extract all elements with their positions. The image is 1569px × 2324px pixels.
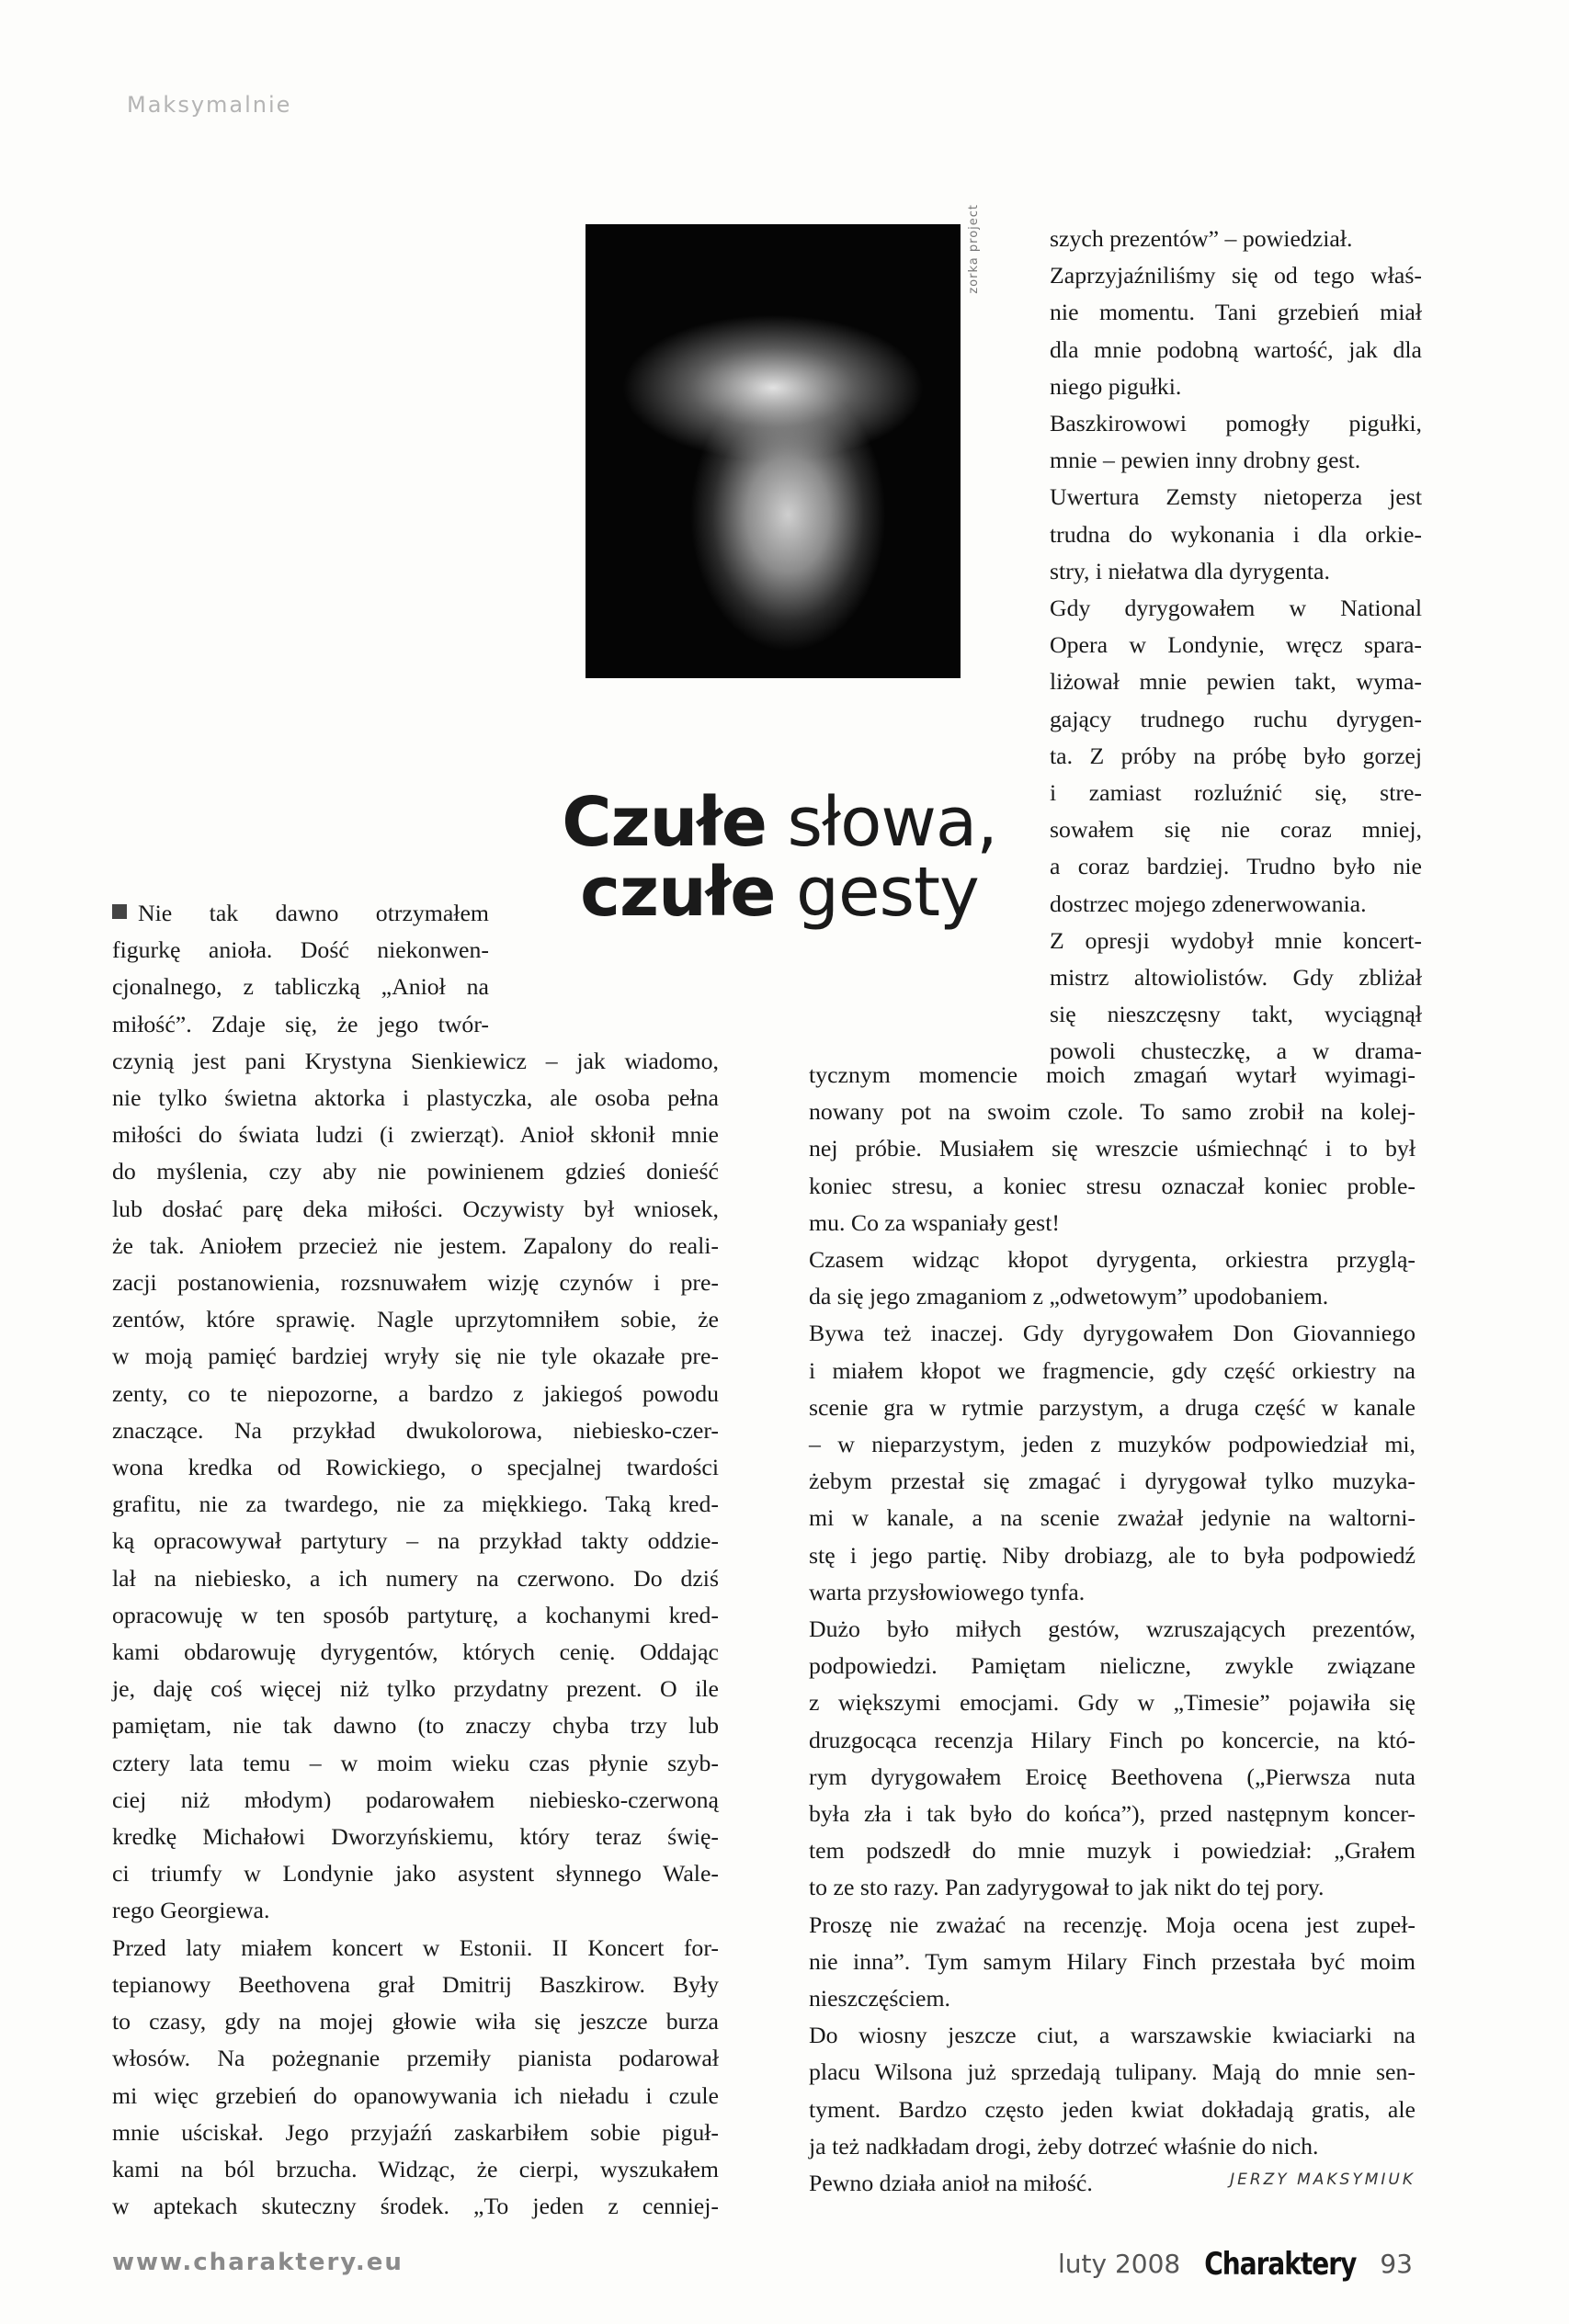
footer-info bbox=[1057, 2245, 1413, 2283]
text-line: Baszkirowowi pomogły pigułki, bbox=[1050, 410, 1422, 437]
text-line: sowałem się nie coraz mniej, bbox=[1050, 816, 1422, 844]
text-line: da się jego zmaganiom z „odwetowym” upodobaniem. bbox=[809, 1283, 1329, 1310]
text-line: żebym przestał się zmagać i dyrygował tylko muzyka- bbox=[809, 1468, 1416, 1495]
text-line: Opera w Londynie, wręcz spara- bbox=[1050, 631, 1422, 659]
text-line: nieszczęściem. bbox=[809, 1985, 950, 2012]
text-line: Przed laty miałem koncert w Estonii. II Koncert for- bbox=[112, 1933, 719, 1961]
text-line: niego pigułki. bbox=[1050, 372, 1182, 400]
text-line: w moją pamięć bardziej wryły się nie tyle okazałe pre- bbox=[112, 1343, 719, 1370]
text-line: nie momentu. Tani grzebień miał bbox=[1050, 299, 1422, 326]
photo-credit: zorka project bbox=[967, 204, 981, 294]
text-line: miłość”. Zdaje się, że jego twór- bbox=[112, 1010, 489, 1037]
text-line: Bywa też inaczej. Gdy dyrygowałem Don Giovanniego bbox=[809, 1320, 1416, 1347]
text-line: ciej niż młodym) podarowałem niebiesko-czerwoną bbox=[112, 1786, 719, 1813]
text-line: cjonalnego, z tabliczką „Anioł na bbox=[112, 973, 489, 1001]
text-line: a coraz bardziej. Trudno było nie bbox=[1050, 853, 1422, 880]
footer-url: www.charaktery.eu bbox=[112, 2249, 404, 2276]
text-line: ci triumfy w Londynie jako asystent słynnego Wale- bbox=[112, 1860, 719, 1888]
text-line: nie tylko świetna aktorka i plastyczka, ale osoba pełna bbox=[112, 1084, 719, 1112]
text-line: opracowuję w ten sposób partyturę, a kochanymi kred- bbox=[112, 1601, 719, 1628]
text-line: zentów, które sprawię. Nagle uprzytomniłem sobie, że bbox=[112, 1306, 719, 1333]
text-line: koniec stresu, a koniec stresu oznaczał koniec proble- bbox=[809, 1172, 1416, 1199]
text-line: nie inna”. Tym samym Hilary Finch przestała być moim bbox=[809, 1947, 1416, 1975]
text-line: pamiętam, nie tak dawno (to znaczy chyba trzy lub bbox=[112, 1712, 719, 1740]
author-signature: JERZY MAKSYMIUK bbox=[1230, 2171, 1416, 2189]
text-line: kami na ból brzucha. Widząc, że cierpi, wyszukałem bbox=[112, 2155, 719, 2182]
text-line: trudna do wykonania i dla orkie- bbox=[1050, 520, 1422, 548]
text-line: cztery lata temu – w moim wieku czas płynie szyb- bbox=[112, 1749, 719, 1776]
text-line: zacji postanowienia, rozsnuwałem wizję czynów i pre- bbox=[112, 1269, 719, 1297]
text-line: gający trudnego ruchu dyrygen- bbox=[1050, 705, 1422, 732]
text-line: je, daję coś więcej niż tylko przydatny prezent. O ile bbox=[112, 1675, 719, 1703]
text-line: Pewno działa anioł na miłość. bbox=[809, 2170, 1093, 2197]
text-line: ja też nadkładam drogi, żeby dotrzeć właśnie do nich. bbox=[809, 2132, 1319, 2160]
text-line: Uwertura Zemsty nietoperza jest bbox=[1050, 483, 1422, 511]
text-line: z większymi emocjami. Gdy w „Timesie” pojawiła się bbox=[809, 1689, 1416, 1717]
text-line: rym dyrygowałem Eroicę Beethovena („Pierwsza nuta bbox=[809, 1763, 1416, 1790]
text-line: to czasy, gdy na mojej głowie wiła się jeszcze burza bbox=[112, 2008, 719, 2035]
text-line: scenie gra w rytmie parzystym, a druga część w kanale bbox=[809, 1393, 1416, 1421]
text-line: się nieszczęsny takt, wyciągnął bbox=[1050, 1001, 1422, 1028]
text-line: Nie tak dawno otrzymałem bbox=[138, 900, 489, 926]
text-line: stry, i niełatwa dla dyrygenta. bbox=[1050, 557, 1330, 584]
paragraph-bullet-icon bbox=[112, 904, 127, 919]
text-line: liżował mnie pewien takt, wyma- bbox=[1050, 668, 1422, 696]
text-line: mnie – pewien inny drobny gest. bbox=[1050, 447, 1361, 474]
text-line: grafitu, nie za twardego, nie za miękkiego. Taką kred- bbox=[112, 1491, 719, 1518]
text-line: czynią jest pani Krystyna Sienkiewicz – jak wiadomo, bbox=[112, 1047, 719, 1074]
magazine-brand: Charaktery bbox=[1204, 2245, 1357, 2283]
text-line: – w nieparzystym, jeden z muzyków podpowiedział mi, bbox=[809, 1431, 1416, 1458]
text-line: placu Wilsona już sprzedają tulipany. Mają do mnie sen- bbox=[809, 2058, 1416, 2086]
text-line: podpowiedzi. Pamiętam nieliczne, zwykle związane bbox=[809, 1652, 1416, 1680]
text-line: figurkę anioła. Dość niekonwen- bbox=[112, 936, 489, 964]
text-line: Proszę nie zważać na recenzję. Moja ocena jest zupeł- bbox=[809, 1910, 1416, 1938]
text-line: lub dosłać parę deka miłości. Oczywisty był wniosek, bbox=[112, 1195, 719, 1222]
text-line: szych prezentów” – powiedział. bbox=[1050, 225, 1353, 252]
text-line: kami obdarowuję dyrygentów, których cenię. Oddając bbox=[112, 1638, 719, 1666]
text-line: ką opracowywał partytury – na przykład takty oddzie- bbox=[112, 1527, 719, 1555]
text-line: rego Georgiewa. bbox=[112, 1897, 270, 1924]
text-line: tepianowy Beethovena grał Dmitrij Baszkirow. Były bbox=[112, 1970, 719, 1998]
page-number: 93 bbox=[1380, 2249, 1413, 2279]
text-line: ta. Z próby na próbę było gorzej bbox=[1050, 742, 1422, 769]
text-line: mi więc grzebień do opanowywania ich nieładu i czule bbox=[112, 2081, 719, 2109]
text-line: dostrzec mojego zdenerwowania. bbox=[1050, 890, 1367, 917]
text-line: i miałem kłopot we fragmencie, gdy część orkiestry na bbox=[809, 1356, 1416, 1384]
text-line: mistrz altowiolistów. Gdy zbliżał bbox=[1050, 964, 1422, 992]
article-column-left bbox=[112, 895, 719, 2225]
issue-date: luty 2008 bbox=[1057, 2249, 1181, 2279]
text-line: Z opresji wydobył mnie koncert- bbox=[1050, 926, 1422, 954]
text-line: powoli chusteczkę, a w drama- bbox=[1050, 1037, 1422, 1065]
text-line: Zaprzyjaźniliśmy się od tego właś- bbox=[1050, 262, 1422, 289]
text-line: mnie uściskał. Jego przyjaźń zaskarbiłem sobie piguł- bbox=[112, 2118, 719, 2146]
headline-word: czułe bbox=[580, 853, 776, 933]
text-line: tycznym momencie moich zmagań wytarł wyimagi- bbox=[809, 1061, 1416, 1088]
text-line: w aptekach skuteczny środek. „To jeden z cenniej- bbox=[112, 2193, 719, 2220]
text-line: Gdy dyrygowałem w National bbox=[1050, 595, 1422, 622]
author-portrait-photo bbox=[586, 224, 961, 678]
text-line: lał na niebiesko, a ich numery na czerwono. Do dziś bbox=[112, 1564, 719, 1592]
text-line: tem podszedł do mnie muzyk i powiedział: „Grałem bbox=[809, 1837, 1416, 1865]
text-line: tyment. Bardzo często jeden kwiat dokładają gratis, ale bbox=[809, 2095, 1416, 2123]
text-line: dla mnie podobną wartość, jak dla bbox=[1050, 335, 1422, 363]
text-line: nej próbie. Musiałem się wreszcie uśmiechnąć i to był bbox=[809, 1135, 1416, 1162]
text-line: nowany pot na swoim czole. To samo zrobił na kolej- bbox=[809, 1098, 1416, 1126]
section-label: Maksymalnie bbox=[127, 92, 292, 118]
text-line: mu. Co za wspaniały gest! bbox=[809, 1208, 1060, 1236]
text-line: włosów. Na pożegnanie przemiły pianista podarował bbox=[112, 2045, 719, 2072]
text-line: że tak. Aniołem przecież nie jestem. Zapalony do reali- bbox=[112, 1231, 719, 1259]
text-line: Do wiosny jeszcze ciut, a warszawskie kwiaciarki na bbox=[809, 2022, 1416, 2049]
text-line: Czasem widząc kłopot dyrygenta, orkiestra przyglą- bbox=[809, 1246, 1416, 1274]
text-line: Dużo było miłych gestów, wzruszających prezentów, bbox=[809, 1615, 1416, 1643]
article-column-right bbox=[1050, 221, 1422, 1071]
text-line: wona kredka od Rowickiego, o specjalnej twardości bbox=[112, 1454, 719, 1481]
article-column-bottom bbox=[809, 1057, 1416, 2202]
text-line: kredkę Michałowi Dworzyńskiemu, który teraz świę- bbox=[112, 1823, 719, 1851]
text-line: warta przysłowiowego tynfa. bbox=[809, 1578, 1086, 1605]
text-line: znaczące. Na przykład dwukolorowa, niebiesko-czer- bbox=[112, 1416, 719, 1444]
text-line: miłości do świata ludzi (i zwierząt). Anioł skłonił mnie bbox=[112, 1121, 719, 1149]
text-line: do myślenia, czy aby nie powinienem gdzieś donieść bbox=[112, 1158, 719, 1185]
text-line: była zła i tak było do końca”), przed następnym koncer- bbox=[809, 1800, 1416, 1828]
text-line: i zamiast rozluźnić się, stre- bbox=[1050, 779, 1422, 807]
text-line: mi w kanale, a na scenie zważał jedynie na waltorni- bbox=[809, 1504, 1416, 1532]
text-line: druzgocąca recenzja Hilary Finch po koncercie, na któ- bbox=[809, 1726, 1416, 1753]
headline-word: gesty bbox=[795, 853, 979, 933]
headline-word: słowa, bbox=[787, 783, 997, 862]
text-line: zenty, co te niepozorne, a bardzo z jakiegoś powodu bbox=[112, 1379, 719, 1407]
text-line: stę i jego partię. Niby drobiazg, ale to była podpowiedź bbox=[809, 1541, 1416, 1569]
headline-word: Czułe bbox=[562, 783, 767, 862]
text-line: to ze sto razy. Pan zadyrygował to jak nikt do tej pory. bbox=[809, 1874, 1325, 1901]
